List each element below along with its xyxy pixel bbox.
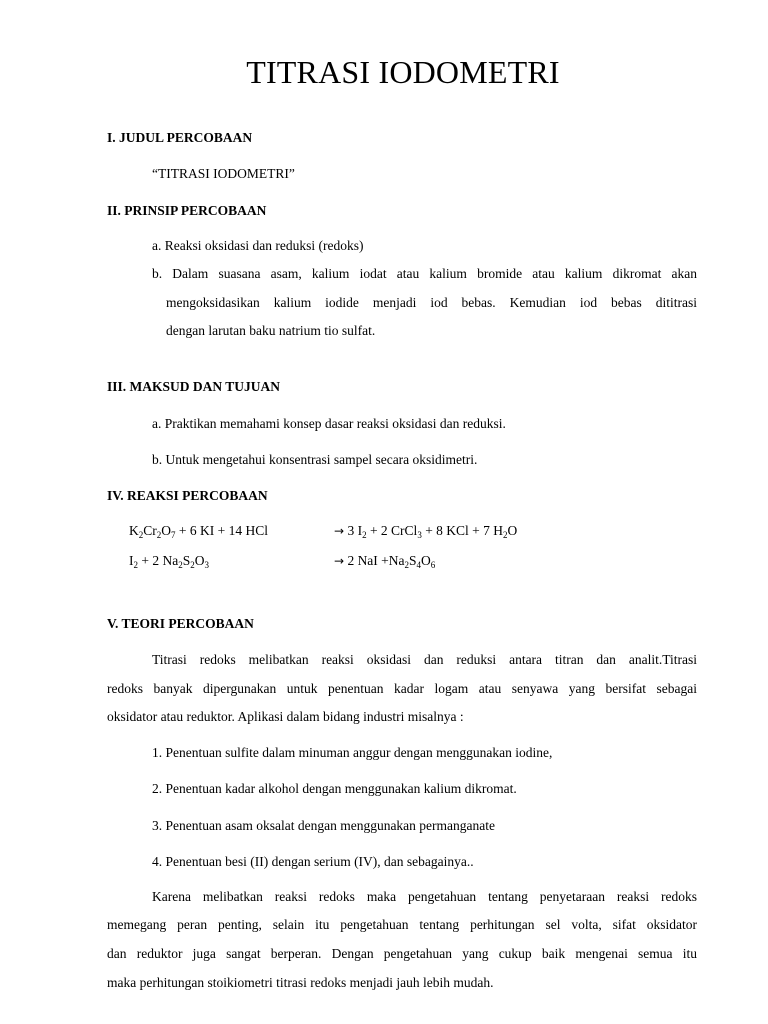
section-heading-prinsip: II. PRINSIP PERCOBAAN (107, 203, 267, 218)
section-heading-judul: I. JUDUL PERCOBAAN (107, 130, 253, 145)
arrow-icon: → (334, 554, 345, 568)
teori-para2-line4: maka perhitungan stoikiometri titrasi redoks menjadi jauh lebih mudah. (107, 975, 494, 990)
reaction-1-products: → 3 $I_2 + 2$ CrCl$_3$ + 8 KCl + 7 $H_2O$ (334, 523, 518, 540)
teori-para2-line1: Karena melibatkan reaksi redoks maka pengetahuan tentang penyetaraan reaksi redoks (152, 889, 697, 904)
prinsip-item-a: a. Reaksi oksidasi dan reduksi (redoks) (152, 238, 364, 253)
teori-para1-line3: oksidator atau reduktor. Aplikasi dalam bidang industri misalnya : (107, 709, 464, 724)
reaction-1-reactants: $K_2Cr_2O_7 + 6$ KI + 14 HCl (129, 523, 268, 540)
list-item: 3. Penentuan asam oksalat dengan menggunakan permanganate (152, 818, 496, 833)
document-title: TITRASI IODOMETRI (246, 54, 560, 90)
list-item: 4. Penentuan besi (II) dengan serium (IV), dan sebagainya.. (152, 854, 474, 869)
maksud-item-a: a. Praktikan memahami konsep dasar reaksi oksidasi dan reduksi. (152, 416, 506, 431)
maksud-item-b: b. Untuk mengetahui konsentrasi sampel secara oksidimetri. (152, 452, 478, 467)
teori-para2-line3: dan reduktor juga sangat berperan. Dengan pengetahuan yang cukup baik mengenai semua itu (107, 946, 697, 961)
prinsip-item-b-line3: dengan larutan baku natrium tio sulfat. (166, 323, 376, 338)
teori-para1-line1: Titrasi redoks melibatkan reaksi oksidasi dan reduksi antara titran dan analit.Titrasi (152, 652, 697, 667)
prinsip-item-b-line1: b. Dalam suasana asam, kalium iodat atau kalium bromide atau kalium dikromat akan (152, 266, 697, 281)
section-heading-teori: V. TEORI PERCOBAAN (107, 616, 254, 631)
section-heading-maksud: III. MAKSUD DAN TUJUAN (107, 379, 281, 394)
judul-content: “TITRASI IODOMETRI” (152, 166, 295, 181)
list-item: 1. Penentuan sulfite dalam minuman anggur dengan menggunakan iodine, (152, 745, 553, 760)
arrow-icon: → (334, 524, 345, 538)
list-item: 2. Penentuan kadar alkohol dengan menggunakan kalium dikromat. (152, 781, 517, 796)
reaction-2-products: → 2 NaI $+Na_2S_4O_6$ (334, 553, 436, 570)
prinsip-item-b-line2: mengoksidasikan kalium iodide menjadi iod bebas. Kemudian iod bebas dititrasi (166, 295, 697, 310)
teori-para1-line2: redoks banyak dipergunakan untuk penentuan kadar logam atau senyawa yang bersifat sebagai (107, 681, 697, 696)
section-heading-reaksi: IV. REAKSI PERCOBAAN (107, 488, 268, 503)
teori-para2-line2: memegang peran penting, selain itu pengetahuan tentang perhitungan sel volta, sifat oksidator (107, 917, 697, 932)
reaction-2-reactants: $I_2 + 2$ $Na_2S_2O_3$ (129, 553, 209, 570)
